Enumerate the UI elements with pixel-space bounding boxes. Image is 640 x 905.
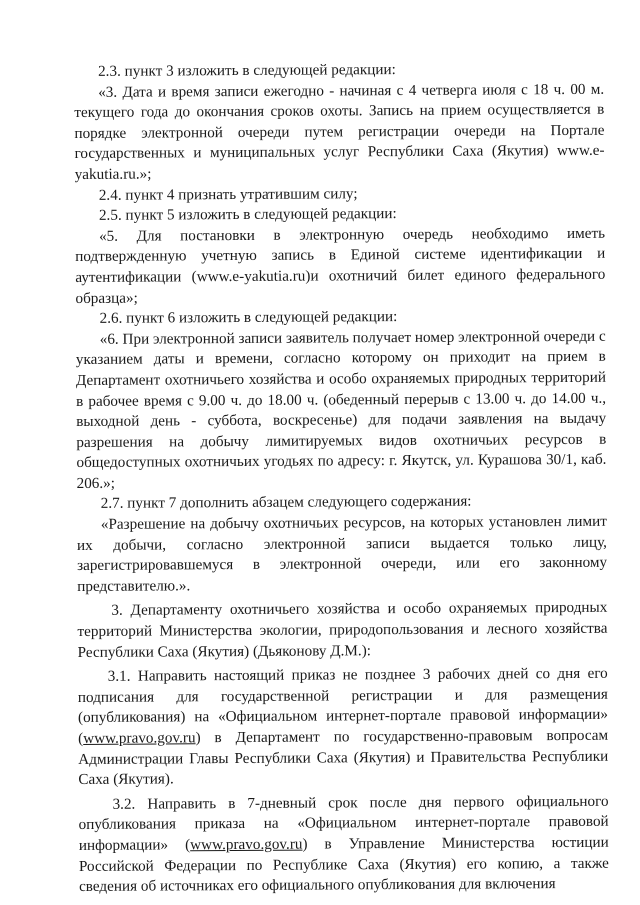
paragraph-3-2 [78,792,609,898]
paragraph-3: 3. Департаменту охотничьего хозяйства и особо охраняемых природных территорий Министерства экологии, природопользования и лесного хозяйства Республики Саха (Якутия) (Дьяконову Д.М.): [77,599,608,661]
paragraph-2-4: 2.4. пункт 4 признать утратившим силу; [98,184,358,204]
paragraph-3-2-rest: ) в Управление Министерства юстиции Российской Федерации по Республике Саха (Якутия) его копию, а также сведения об источниках его официального опубликования для включения [78,833,609,896]
document-body [74,59,609,898]
paragraph-3-1-rest: ) в Департамент по государственно-правовым вопросам Администрации Главы Республики Саха (Якутия) и Правительства Республики Саха (Якутия). [78,726,609,789]
paragraph-3-2-text: 3.2. Направить в 7-дневный срок после дня первого официального опубликования приказа на «Официальном интернет-портале правовой информации» ( [78,792,609,854]
paragraph-2-7: 2.7. пункт 7 дополнить абзацем следующего содержания: [100,493,472,513]
paragraph-quote-5: «5. Для постановки в электронную очередь необходимо иметь подтвержденную учетную запись в Единой системе идентификации и аутентификации (www.e-yakutia.ru)и охотничий билет единого федерального образца»; [75,224,606,307]
pravo-gov-link[interactable]: www.pravo.gov.ru [83,729,196,747]
paragraph-2-3: 2.3. пункт 3 изложить в следующей редакции: [98,61,396,80]
pravo-gov-link-2[interactable]: www.pravo.gov.ru [190,835,303,854]
paragraph-3-1-text: 3.1. Направить настоящий приказ не позднее 3 рабочих дней со дня его подписания для государственной регистрации и для размещения (опубликования) на «Официальном интернет-портале правовой информации» ( [77,664,609,747]
paragraph-2-5: 2.5. пункт 5 изложить в следующей редакции: [98,205,397,225]
paragraph-quote-6: «6. При электронной записи заявитель получает номер электронной очереди с указанием даты и времени, согласно которому он приходит на прием в Департамент охотничьего хозяйства и особо охраняемых природных территорий в рабочее время с 9.00 ч. до 18.00 ч. (обеденный перерыв с 13.00 ч. до 14.00 ч., выходной день - суббота, воскресенье) для подачи заявления на выдачу разрешения на добычу лимитируемых видов охотничьих ресурсов в общедоступных охотничьих угодьях по адресу: г. Якутск, ул. Курашова 30/1, каб. 206.»; [75,327,607,492]
paragraph-quote-3: «3. Дата и время записи ежегодно - начиная с 4 четверга июля с 18 ч. 00 м. текущего года до окончания сроков охоты. Запись на прием осуществляется в порядке электронной очереди путем регистрации очереди на Портале государственных и муниципальных услуг Республики Саха (Якутия) www.e-yakutia.ru.»; [74,80,605,183]
paragraph-3-1 [78,664,609,791]
paragraph-2-6: 2.6. пункт 6 изложить в следующей редакции: [99,308,398,327]
paragraph-quote-permit: «Разрешение на добычу охотничьих ресурсов, на которых установлен лимит их добычи, согласно электронной записи выдается только лицу, зарегистрировавшемуся в электронной очереди, или его законному представителю.». [76,512,608,595]
